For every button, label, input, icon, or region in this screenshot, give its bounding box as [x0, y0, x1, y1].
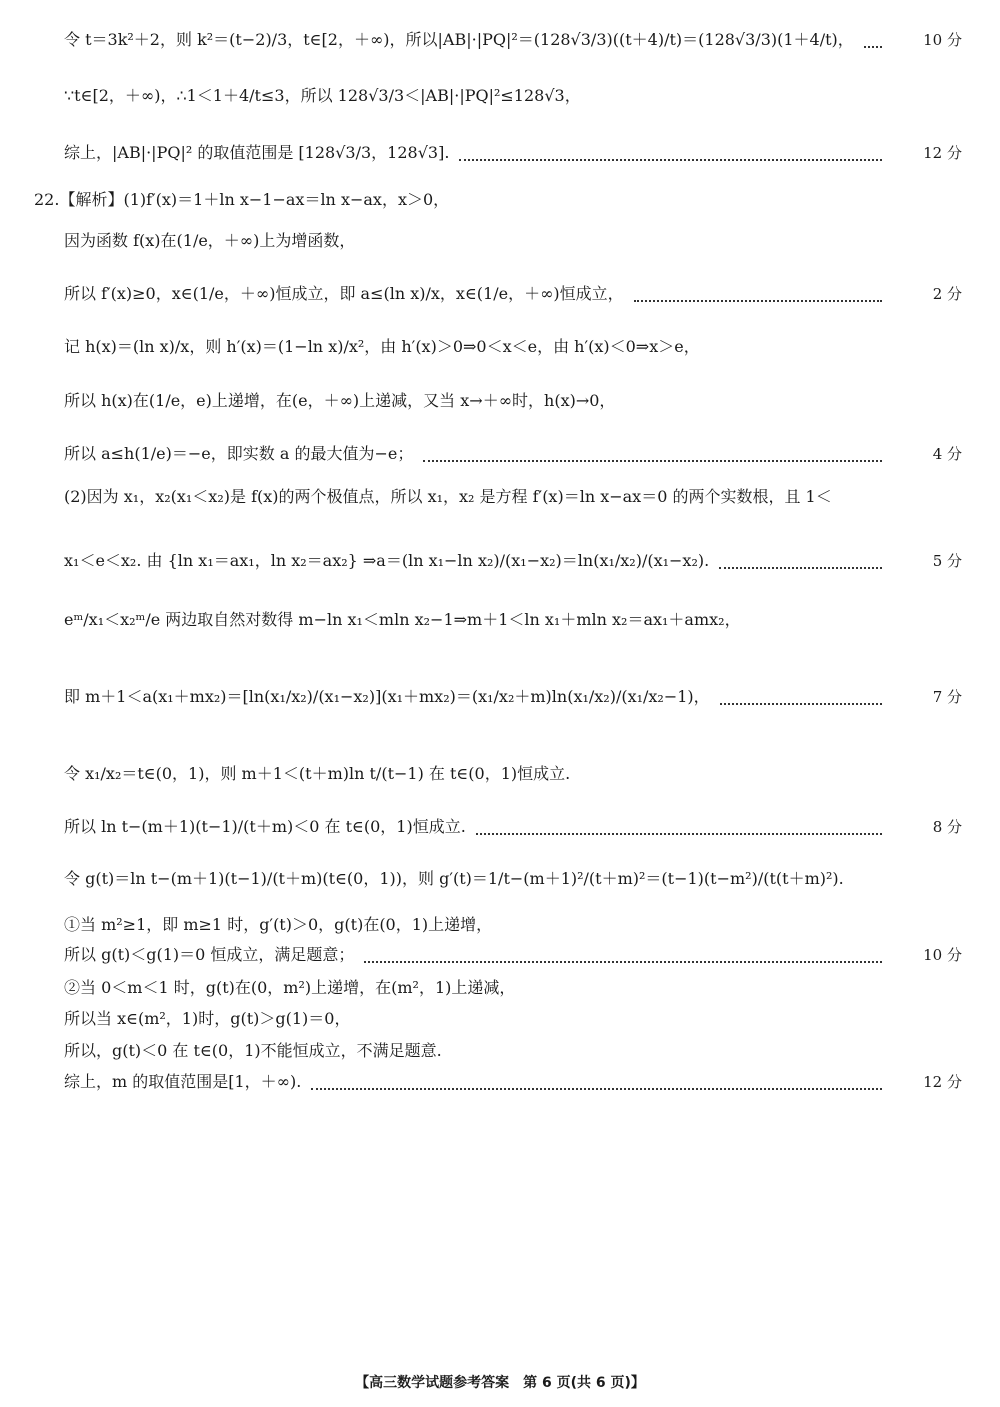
- solution-line: [64, 135, 962, 171]
- math-expression: 所以 g(t)＜g(1)＝0 恒成立，满足题意；: [64, 945, 355, 964]
- solution-line: [64, 1064, 962, 1100]
- leader-dots: [476, 811, 882, 835]
- math-expression: 记 h(x)＝(ln x)/x，则 h′(x)＝(1−ln x)/x²，由 h′(x)＞0⇒0＜x＜e，由 h′(x)＜0⇒x＞e，: [64, 337, 700, 356]
- math-expression: (2)因为 x₁，x₂(x₁＜x₂)是 f(x)的两个极值点，所以 x₁，x₂ 是方程 f′(x)＝ln x−ax＝0 的两个实数根，且 1＜: [64, 487, 832, 506]
- math-expression: 因为函数 f(x)在(1/e，＋∞)上为增函数，: [64, 231, 356, 250]
- solution-line: [64, 22, 962, 58]
- solution-line: [64, 679, 962, 715]
- math-expression: ∵t∈[2，＋∞)，∴1＜1＋4/t≤3，所以 128√3/3＜|AB|·|PQ|²≤128√3，: [64, 86, 581, 105]
- score-label: 12 分: [923, 144, 962, 162]
- leader-dots: [720, 681, 882, 705]
- solution-line: [34, 182, 962, 218]
- leader-dots: [364, 939, 882, 963]
- score-label: 10 分: [923, 946, 962, 964]
- solution-line: [64, 383, 962, 419]
- math-expression: x₁＜e＜x₂. 由 {ln x₁＝ax₁，ln x₂＝ax₂} ⇒a＝(ln x₁−ln x₂)/(x₁−x₂)＝ln(x₁/x₂)/(x₁−x₂).: [64, 551, 710, 570]
- leader-dots: [864, 24, 882, 48]
- solution-line: [64, 602, 962, 638]
- math-expression: 22.【解析】(1)f′(x)＝1＋ln x−1−ax＝ln x−ax，x＞0，: [34, 190, 450, 209]
- math-expression: 所以当 x∈(m²，1)时，g(t)＞g(1)＝0，: [64, 1009, 351, 1028]
- leader-dots: [423, 438, 882, 462]
- math-expression: 综上，|AB|·|PQ|² 的取值范围是 [128√3/3，128√3].: [64, 143, 450, 162]
- solution-line: [64, 78, 962, 114]
- math-expression: ①当 m²≥1，即 m≥1 时，g′(t)＞0，g(t)在(0，1)上递增，: [64, 915, 493, 934]
- solution-line: [64, 809, 962, 845]
- solution-line: [64, 756, 962, 792]
- score-label: 10 分: [923, 31, 962, 49]
- leader-dots: [311, 1066, 882, 1090]
- math-expression: 即 m＋1＜a(x₁＋mx₂)＝[ln(x₁/x₂)/(x₁−x₂)](x₁＋mx₂)＝(x₁/x₂＋m)ln(x₁/x₂)/(x₁/x₂−1)，: [64, 687, 710, 706]
- leader-dots: [459, 137, 882, 161]
- solution-line: [64, 1001, 962, 1037]
- math-expression: 令 t＝3k²＋2，则 k²＝(t−2)/3，t∈[2，＋∞)，所以|AB|·|PQ|²＝(128√3/3)((t＋4)/t)＝(128√3/3)(1＋4/t)，: [64, 30, 854, 49]
- solution-line: [64, 861, 962, 897]
- math-expression: ②当 0＜m＜1 时，g(t)在(0，m²)上递增，在(m²，1)上递减，: [64, 978, 516, 997]
- score-label: 12 分: [923, 1073, 962, 1091]
- leader-dots: [719, 545, 882, 569]
- math-expression: eᵐ/x₁＜x₂ᵐ/e 两边取自然对数得 m−ln x₁＜mln x₂−1⇒m＋1＜ln x₁＋mln x₂＝ax₁＋amx₂，: [64, 610, 741, 629]
- math-expression: 所以，g(t)＜0 在 t∈(0，1)不能恒成立，不满足题意.: [64, 1041, 442, 1060]
- math-expression: 综上，m 的取值范围是[1，＋∞).: [64, 1072, 302, 1091]
- math-expression: 所以 h(x)在(1/e，e)上递增，在(e，＋∞)上递减，又当 x→＋∞时，h(x)→0，: [64, 391, 616, 410]
- score-label: 5 分: [932, 552, 962, 570]
- solution-line: [64, 329, 962, 365]
- math-expression: 所以 ln t−(m＋1)(t−1)/(t＋m)＜0 在 t∈(0，1)恒成立.: [64, 817, 466, 836]
- solution-line: [64, 543, 962, 579]
- math-expression: 令 g(t)＝ln t−(m＋1)(t−1)/(t＋m)(t∈(0，1))，则 g′(t)＝1/t−(m＋1)²/(t＋m)²＝(t−1)(t−m²)/(t(t＋m)²).: [64, 869, 844, 888]
- solution-line: [64, 479, 962, 515]
- page-footer: 【高三数学试题参考答案 第 6 页(共 6 页)】: [355, 1375, 645, 1391]
- math-expression: 所以 a≤h(1/e)＝−e，即实数 a 的最大值为−e；: [64, 444, 414, 463]
- math-expression: 所以 f′(x)≥0，x∈(1/e，＋∞)恒成立，即 a≤(ln x)/x，x∈(1/e，＋∞)恒成立，: [64, 284, 624, 303]
- math-expression: 令 x₁/x₂＝t∈(0，1)，则 m＋1＜(t＋m)ln t/(t−1) 在 t∈(0，1)恒成立.: [64, 764, 571, 783]
- solution-line: [64, 436, 962, 472]
- score-label: 7 分: [932, 688, 962, 706]
- score-label: 4 分: [932, 445, 962, 463]
- solution-line: [64, 937, 962, 973]
- score-label: 8 分: [932, 818, 962, 836]
- solution-line: [64, 223, 962, 259]
- score-label: 2 分: [932, 285, 962, 303]
- leader-dots: [634, 278, 882, 302]
- solution-line: [64, 276, 962, 312]
